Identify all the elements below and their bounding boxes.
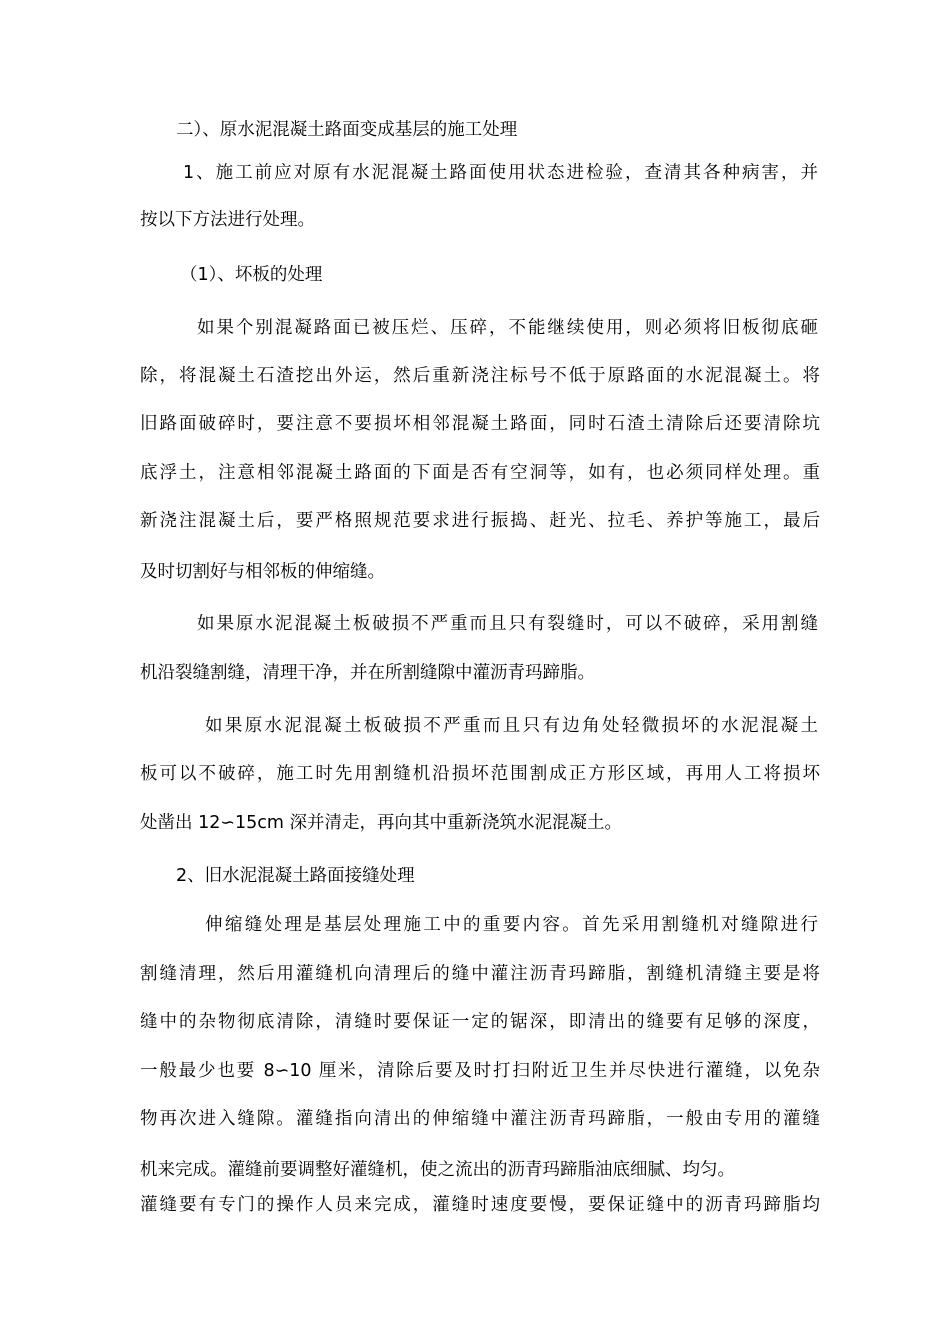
paragraph-line: 底浮土，注意相邻混凝土路面的下面是否有空洞等，如有，也必须同样处理。重 xyxy=(140,463,820,483)
paragraph-line: 如果原水泥混凝土板破损不严重而且只有裂缝时，可以不破碎，采用割缝 xyxy=(197,614,818,634)
paragraph-line: 割缝清理，然后用灌缝机向清理后的缝中灌注沥青玛蹄脂，割缝机清缝主要是将 xyxy=(140,964,820,984)
paragraph-line: 伸缩缝处理是基层处理施工中的重要内容。首先采用割缝机对缝隙进行 xyxy=(205,915,818,935)
paragraph-line: 如果个别混凝路面已被压烂、压碎，不能继续使用，则必须将旧板彻底砸 xyxy=(197,318,818,338)
paragraph-line: 缝中的杂物彻底清除，清缝时要保证一定的锯深，即清出的缝要有足够的深度， xyxy=(140,1012,820,1032)
section-heading: 二）、原水泥混凝土路面变成基层的施工处理 xyxy=(176,120,518,140)
paragraph-line: 按以下方法进行处理。 xyxy=(140,210,315,230)
paragraph-line: 旧路面破碎时，要注意不要损坏相邻混凝土路面，同时石渣土清除后还要清除坑 xyxy=(140,414,820,434)
subheading: （1）、坏板的处理 xyxy=(180,265,323,285)
paragraph-line: 处凿出 12∽15cm 深并清走，再向其中重新浇筑水泥混凝土。 xyxy=(140,813,622,833)
paragraph-line: 机来完成。灌缝前要调整好灌缝机，使之流出的沥青玛蹄脂油底细腻、均匀。 xyxy=(140,1160,735,1180)
paragraph-line: 1、施工前应对原有水泥混凝土路面使用状态进检验，查清其各种病害，并 xyxy=(183,163,818,183)
paragraph-line: 物再次进入缝隙。灌缝指向清出的伸缩缝中灌注沥青玛蹄脂，一般由专用的灌缝 xyxy=(140,1109,820,1129)
paragraph-line: 一般最少也要 8∽10 厘米，清除后要及时打扫附近卫生并尽快进行灌缝，以免杂 xyxy=(140,1061,820,1081)
paragraph-line: 灌缝要有专门的操作人员来完成，灌缝时速度要慢，要保证缝中的沥青玛蹄脂均 xyxy=(140,1195,820,1215)
paragraph-line: 板可以不破碎，施工时先用割缝机沿损坏范围割成正方形区域，再用人工将损坏 xyxy=(140,764,820,784)
paragraph-line: 除，将混凝土石渣挖出外运，然后重新浇注标号不低于原路面的水泥混凝土。将 xyxy=(140,366,820,386)
paragraph-line: 新浇注混凝土后，要严格照规范要求进行振捣、赶光、拉毛、养护等施工，最后 xyxy=(140,511,820,531)
subheading: 2、旧水泥混凝土路面接缝处理 xyxy=(176,866,415,886)
paragraph-line: 如果原水泥混凝土板破损不严重而且只有边角处轻微损坏的水泥混凝土 xyxy=(205,716,818,736)
paragraph-line: 机沿裂缝割缝，清理干净，并在所割缝隙中灌沥青玛蹄脂。 xyxy=(140,663,595,683)
paragraph-line: 及时切割好与相邻板的伸缩缝。 xyxy=(140,562,385,582)
